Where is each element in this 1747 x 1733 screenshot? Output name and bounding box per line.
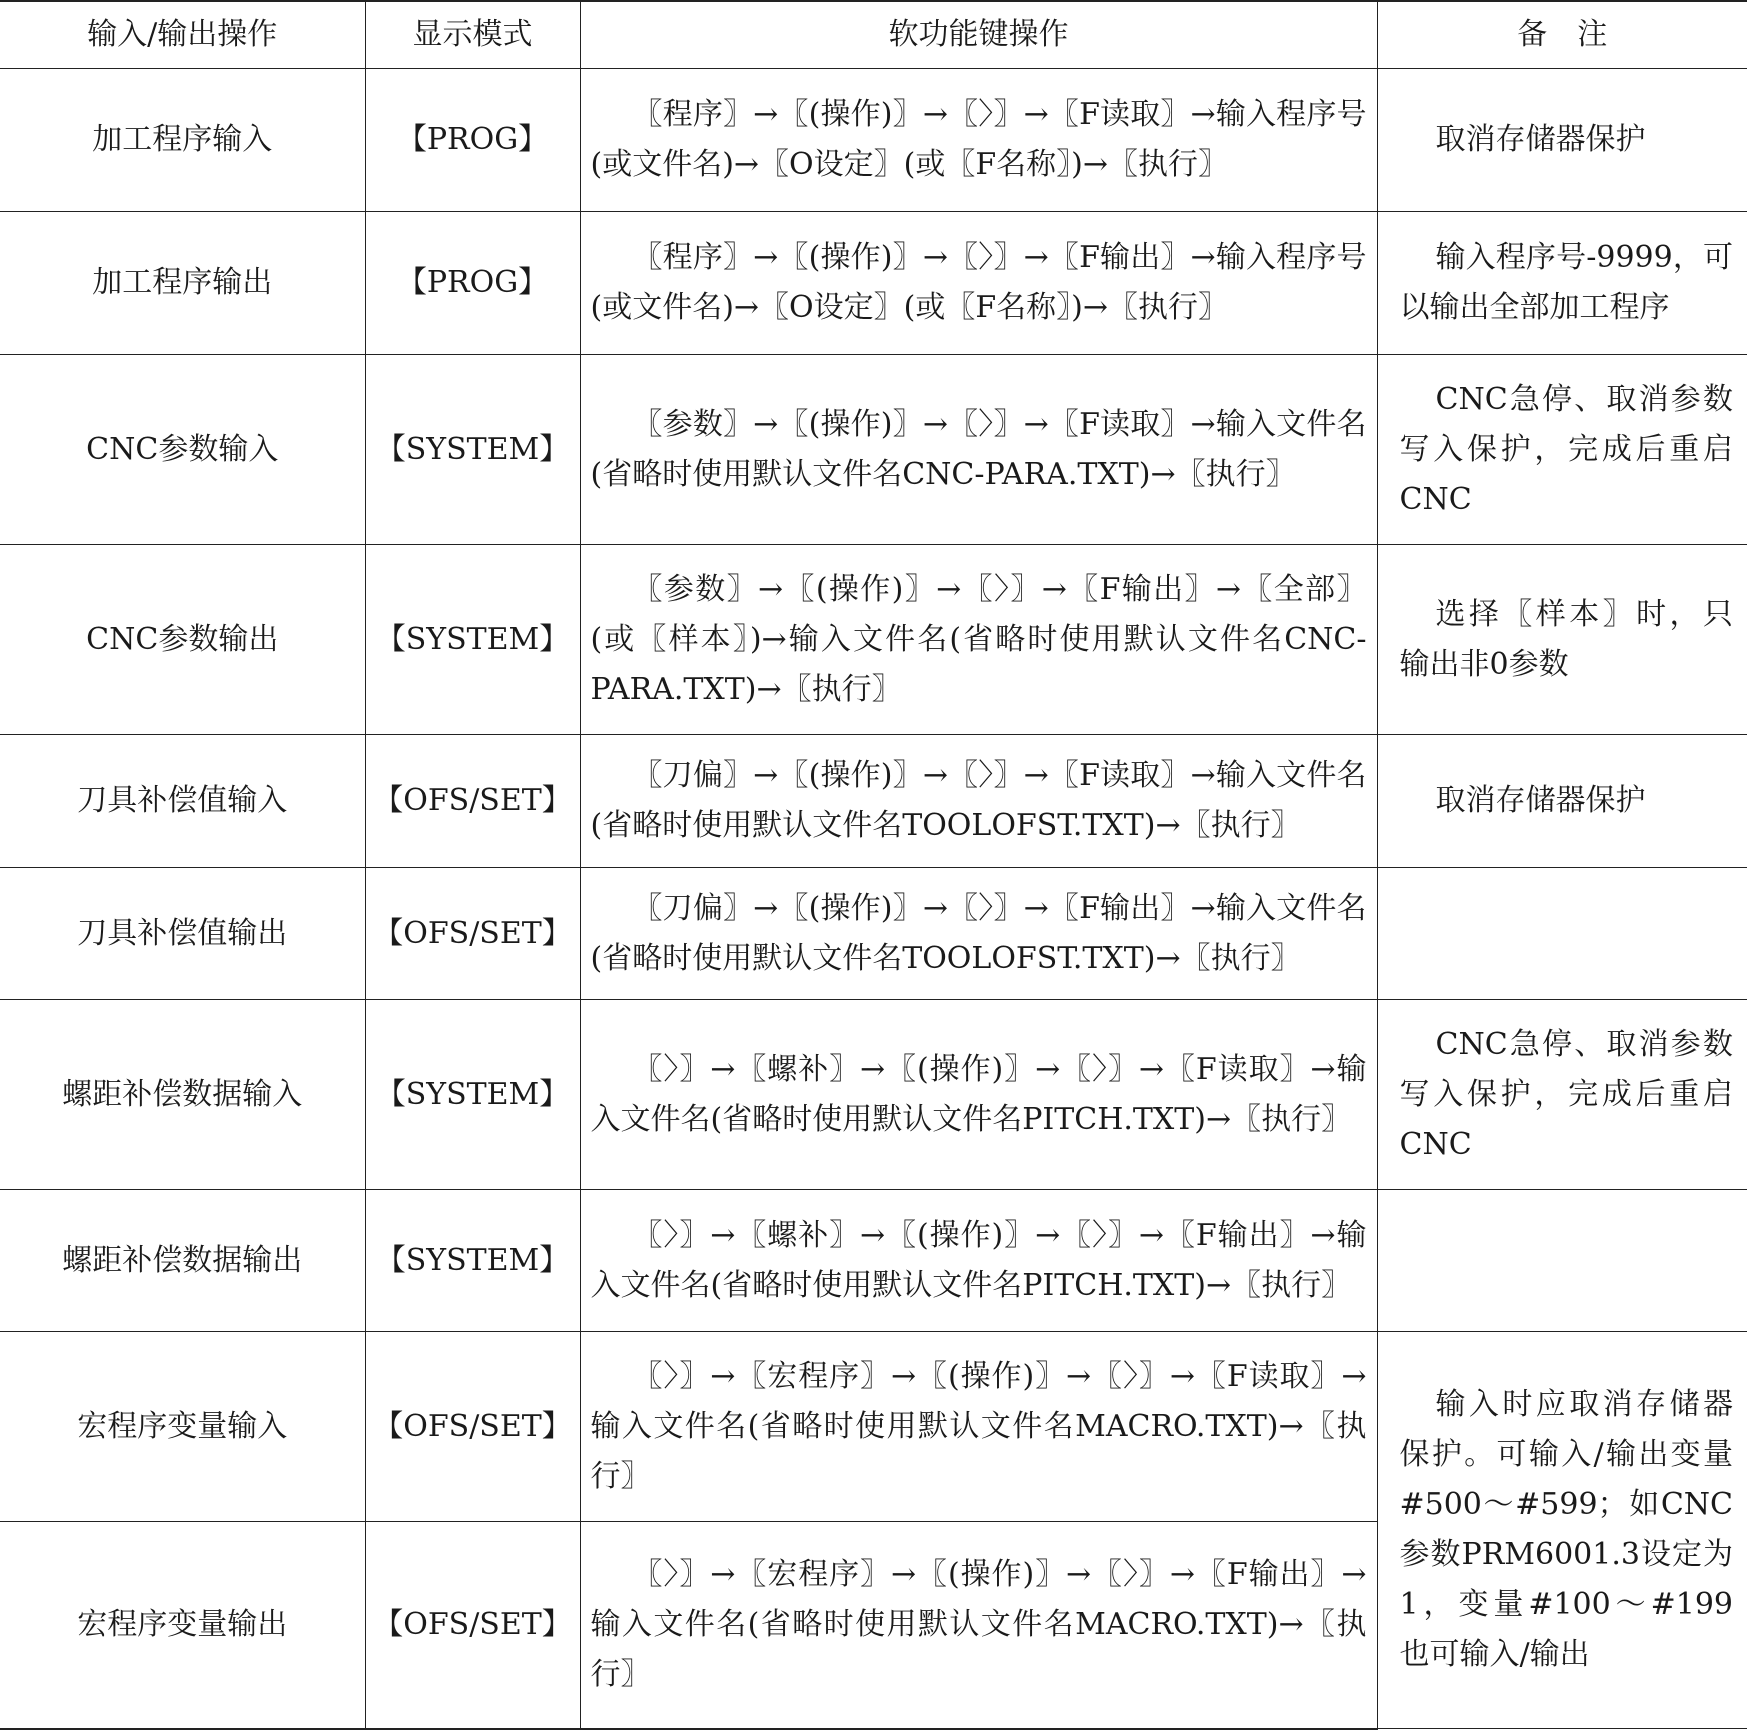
softkey-cell bbox=[580, 1332, 1377, 1522]
remark-cell bbox=[1377, 1190, 1747, 1332]
softkey-cell bbox=[580, 1000, 1377, 1190]
softkey-text: 〖〉〗→〖宏程序〗→〖(操作)〗→〖〉〗→〖F读取〗→输入文件名(省略时使用默认文件名MACRO.TXT)→〖执行〗 bbox=[590, 1358, 1367, 1494]
softkey-cell bbox=[580, 1522, 1377, 1729]
softkey-text: 〖程序〗→〖(操作)〗→〖〉〗→〖F输出〗→输入程序号(或文件名)→〖O设定〗(或〖F名称〗)→〖执行〗 bbox=[590, 240, 1367, 325]
operation-cell: 螺距补偿数据输入 bbox=[0, 1000, 365, 1190]
table-row bbox=[0, 1000, 1747, 1190]
softkey-text: 〖刀偏〗→〖(操作)〗→〖〉〗→〖F输出〗→输入文件名(省略时使用默认文件名TOOLOFST.TXT)→〖执行〗 bbox=[590, 890, 1367, 976]
softkey-cell bbox=[580, 735, 1377, 868]
table-row bbox=[0, 212, 1747, 355]
operation-cell: 加工程序输出 bbox=[0, 212, 365, 355]
softkey-cell bbox=[580, 355, 1377, 545]
header-remarks: 备 注 bbox=[1377, 1, 1747, 69]
remark-text: 取消存储器保护 bbox=[1435, 783, 1646, 818]
remark-cell bbox=[1377, 69, 1747, 212]
softkey-text: 〖参数〗→〖(操作)〗→〖〉〗→〖F输出〗→〖全部〗(或〖样本〗)→输入文件名(省略时使用默认文件名CNC-PARA.TXT)→〖执行〗 bbox=[590, 571, 1367, 707]
softkey-cell bbox=[580, 545, 1377, 735]
operation-cell: 刀具补偿值输出 bbox=[0, 868, 365, 1000]
operation-cell: 刀具补偿值输入 bbox=[0, 735, 365, 868]
remark-text: CNC急停、取消参数写入保护，完成后重启CNC bbox=[1399, 1026, 1733, 1162]
remark-cell bbox=[1377, 735, 1747, 868]
table-row bbox=[0, 1190, 1747, 1332]
mode-cell: 【OFS/SET】 bbox=[365, 868, 580, 1000]
remark-text: 取消存储器保护 bbox=[1435, 122, 1646, 157]
softkey-cell bbox=[580, 212, 1377, 355]
remark-text: 输入程序号-9999，可以输出全部加工程序 bbox=[1399, 240, 1733, 325]
remark-cell bbox=[1377, 355, 1747, 545]
table-row bbox=[0, 545, 1747, 735]
table-row bbox=[0, 868, 1747, 1000]
mode-cell: 【OFS/SET】 bbox=[365, 1522, 580, 1729]
operation-cell: 宏程序变量输入 bbox=[0, 1332, 365, 1522]
header-row bbox=[0, 1, 1747, 69]
softkey-cell bbox=[580, 868, 1377, 1000]
operation-cell: CNC参数输入 bbox=[0, 355, 365, 545]
operation-cell: 螺距补偿数据输出 bbox=[0, 1190, 365, 1332]
softkey-text: 〖〉〗→〖螺补〗→〖(操作)〗→〖〉〗→〖F读取〗→输入文件名(省略时使用默认文件名PITCH.TXT)→〖执行〗 bbox=[590, 1051, 1367, 1137]
softkey-cell bbox=[580, 69, 1377, 212]
softkey-text: 〖刀偏〗→〖(操作)〗→〖〉〗→〖F读取〗→输入文件名(省略时使用默认文件名TOOLOFST.TXT)→〖执行〗 bbox=[590, 758, 1367, 843]
operation-cell: 宏程序变量输出 bbox=[0, 1522, 365, 1729]
table-row bbox=[0, 735, 1747, 868]
remark-cell bbox=[1377, 868, 1747, 1000]
mode-cell: 【SYSTEM】 bbox=[365, 1190, 580, 1332]
softkey-cell bbox=[580, 1190, 1377, 1332]
mode-cell: 【SYSTEM】 bbox=[365, 1000, 580, 1190]
remark-cell bbox=[1377, 1332, 1747, 1729]
mode-cell: 【PROG】 bbox=[365, 69, 580, 212]
table-row bbox=[0, 1332, 1747, 1522]
table-row bbox=[0, 69, 1747, 212]
mode-cell: 【OFS/SET】 bbox=[365, 1332, 580, 1522]
header-io-operation: 输入/输出操作 bbox=[0, 1, 365, 69]
operation-cell: CNC参数输出 bbox=[0, 545, 365, 735]
remark-cell bbox=[1377, 212, 1747, 355]
header-softkey-operation: 软功能键操作 bbox=[580, 1, 1377, 69]
remark-text: 输入时应取消存储器保护。可输入/输出变量#500～#599；如CNC参数PRM6001.3设定为1，变量#100～#199也可输入/输出 bbox=[1399, 1387, 1733, 1672]
mode-cell: 【SYSTEM】 bbox=[365, 355, 580, 545]
header-display-mode: 显示模式 bbox=[365, 1, 580, 69]
remark-cell bbox=[1377, 545, 1747, 735]
softkey-text: 〖〉〗→〖螺补〗→〖(操作)〗→〖〉〗→〖F输出〗→输入文件名(省略时使用默认文件名PITCH.TXT)→〖执行〗 bbox=[590, 1217, 1367, 1303]
remark-text: 选择〖样本〗时，只输出非0参数 bbox=[1399, 596, 1733, 682]
mode-cell: 【OFS/SET】 bbox=[365, 735, 580, 868]
mode-cell: 【SYSTEM】 bbox=[365, 545, 580, 735]
softkey-text: 〖程序〗→〖(操作)〗→〖〉〗→〖F读取〗→输入程序号(或文件名)→〖O设定〗(或〖F名称〗)→〖执行〗 bbox=[590, 97, 1367, 182]
softkey-text: 〖参数〗→〖(操作)〗→〖〉〗→〖F读取〗→输入文件名(省略时使用默认文件名CNC-PARA.TXT)→〖执行〗 bbox=[590, 406, 1367, 492]
mode-cell: 【PROG】 bbox=[365, 212, 580, 355]
operation-cell: 加工程序输入 bbox=[0, 69, 365, 212]
table-row bbox=[0, 355, 1747, 545]
softkey-text: 〖〉〗→〖宏程序〗→〖(操作)〗→〖〉〗→〖F输出〗→输入文件名(省略时使用默认文件名MACRO.TXT)→〖执行〗 bbox=[590, 1556, 1367, 1692]
remark-cell bbox=[1377, 1000, 1747, 1190]
remark-text: CNC急停、取消参数写入保护，完成后重启CNC bbox=[1399, 381, 1733, 517]
